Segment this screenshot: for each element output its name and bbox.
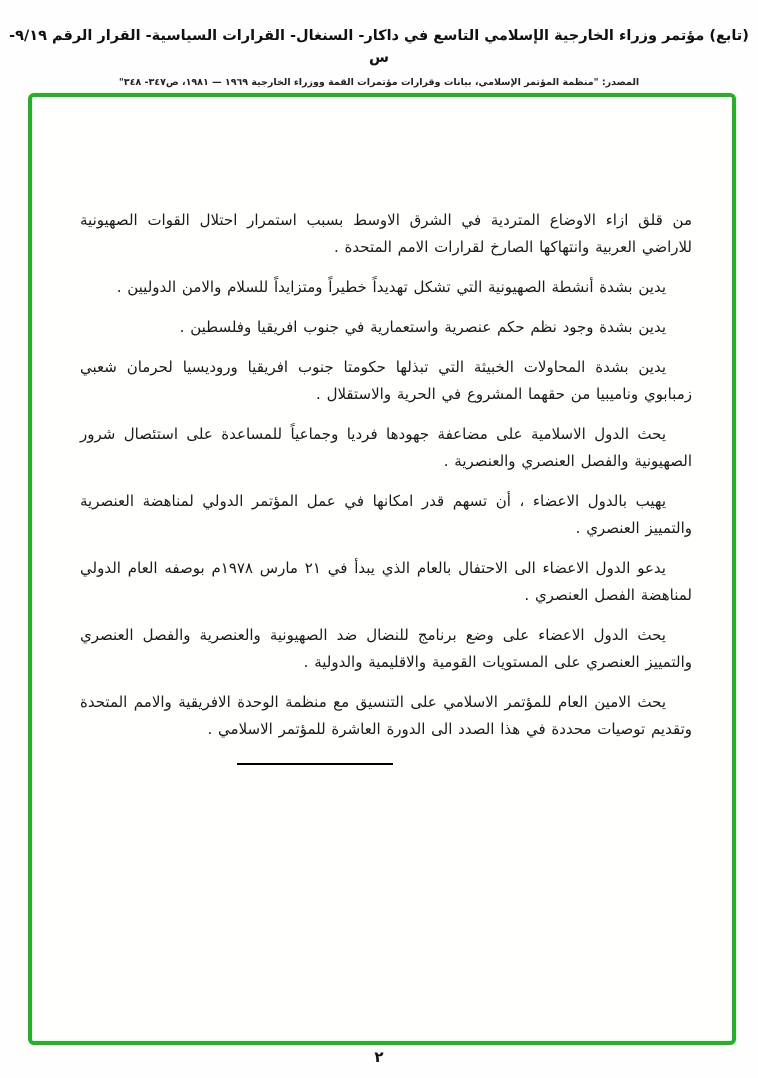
paragraph: يحث الدول الاعضاء على وضع برنامج للنضال ضد الصهيونية والعنصرية والفصل العنصري والتمييز العنصري على المستويات القومية والاقليمية والدولية . xyxy=(80,626,692,671)
paragraph: يحث الامين العام للمؤتمر الاسلامي على التنسيق مع منظمة الوحدة الافريقية والامم المتحدة وتقديم توصيات محددة في هذا الصدد الى الدورة العاشرة للمؤتمر الاسلامي . xyxy=(80,693,692,738)
paragraph: يدين بشدة أنشطة الصهيونية التي تشكل تهديداً خطيراً ومتزايداً للسلام والامن الدوليين . xyxy=(116,278,666,296)
paragraph: يدين بشدة وجود نظم حكم عنصرية واستعمارية في جنوب افريقيا وفلسطين . xyxy=(179,318,666,336)
divider-line xyxy=(237,763,393,765)
paragraph: يهيب بالدول الاعضاء ، أن تسهم قدر امكانها في عمل المؤتمر الدولي لمناهضة العنصرية والتمييز العنصري . xyxy=(80,492,692,537)
document-frame xyxy=(28,93,736,1045)
paragraph: يدعو الدول الاعضاء الى الاحتفال بالعام الذي يبدأ في ٢١ مارس ١٩٧٨م بوصفه العام الدولي لمناهضة الفصل العنصري . xyxy=(80,559,692,604)
document-header xyxy=(0,0,758,88)
paragraph: من قلق ازاء الاوضاع المتردية في الشرق الاوسط بسبب استمرار احتلال القوات الصهيونية للاراضي العربية وانتهاكها الصارخ لقرارات الامم المتحدة . xyxy=(80,211,692,256)
paragraph: يحث الدول الاسلامية على مضاعفة جهودها فرديا وجماعياً للمساعدة على استئصال شرور الصهيونية والفصل العنصري والعنصرية . xyxy=(80,425,692,470)
paragraph: يدين بشدة المحاولات الخبيثة التي تبذلها حكومتا جنوب افريقيا وروديسيا لحرمان شعبي زمبابوي وناميبيا من حقهما المشروع في الحرية والاستقلال . xyxy=(80,358,692,403)
header-title: (تابع) مؤتمر وزراء الخارجية الإسلامي التاسع في داكار- السنغال- القرارات السياسية- القرار الرقم ٩/١٩- س xyxy=(9,28,749,66)
document-body xyxy=(80,207,692,756)
source-line: المصدر: "منظمة المؤتمر الإسلامي، بيانات وقرارات مؤتمرات القمة ووزراء الخارجية ١٩٦٩ — ١٩٨١، ص٣٤٧- ٣٤٨" xyxy=(118,76,640,88)
page-number: ٢ xyxy=(374,1048,384,1066)
